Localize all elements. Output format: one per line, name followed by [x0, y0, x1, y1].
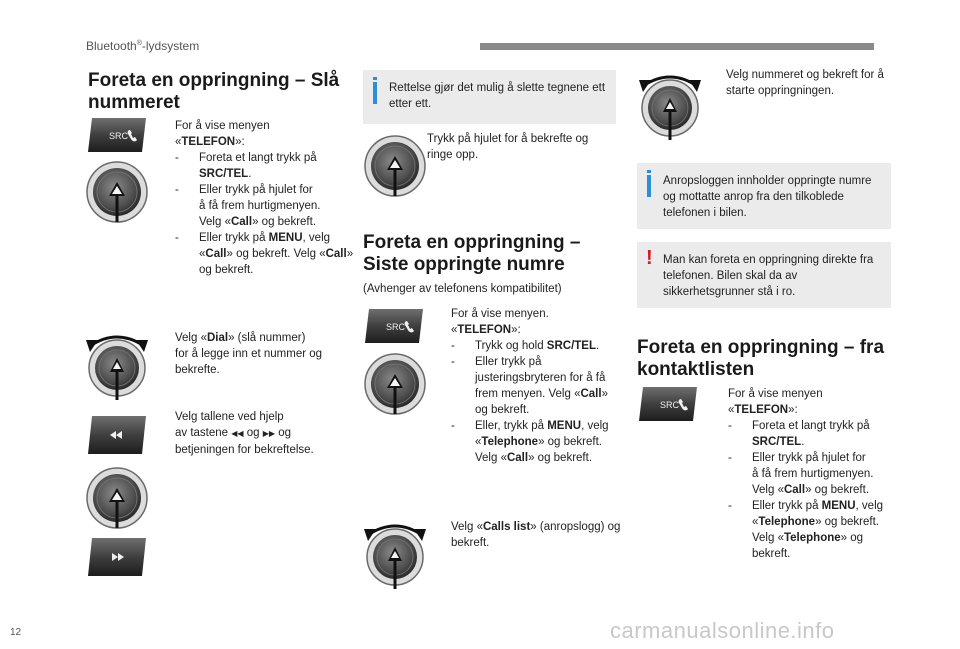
list-item: - Eller trykk på MENU, velg «Call» og bekreft. Velg «Call» og bekreft. [175, 230, 355, 278]
src-tel-button-icon [86, 116, 148, 154]
thumbwheel-rotate-icon [84, 326, 150, 402]
page-number: 12 [10, 627, 22, 638]
src-tel-button-icon [363, 307, 425, 345]
thumbwheel-press-icon [363, 134, 427, 198]
col2-instructions: For å vise menyen. «TELEFON»: - Trykk og hold SRC/TEL. - Eller trykk på justeringsbryteren for å få frem menyen. Velg «Call» og bekreft. - Eller, trykk på MENU, velg «Telephone» og bekreft. Velg «Call» og bekreft. [451, 306, 621, 466]
fast-forward-button-icon [86, 536, 148, 578]
info-icon [373, 82, 377, 104]
heading-dial-number: Foreta en oppringning – Slå nummeret [88, 70, 340, 113]
header-title: Bluetooth®-lydsystem [86, 39, 200, 53]
thumbwheel-press-icon [85, 160, 149, 224]
compatibility-note: (Avhenger av telefonens kompatibilitet) [363, 283, 562, 295]
thumbwheel-press-icon [363, 352, 427, 416]
watermark: carmanualsonline.info [610, 618, 835, 643]
thumbwheel-rotate-icon [637, 66, 703, 142]
header-bar [480, 43, 874, 50]
calls-list-instruction: Velg «Calls list» (anropslogg) og bekreft. [451, 521, 621, 549]
thumbwheel-rotate-icon [362, 515, 428, 591]
dial-instruction: Velg «Dial» (slå nummer) for å legge inn et nummer og bekrefte. [175, 332, 323, 376]
src-tel-button-icon [637, 385, 699, 423]
heading-contacts: Foreta en oppringning – fra kontaktlisten [637, 337, 885, 380]
col3-instructions: For å vise menyen «TELEFON»: - Foreta et langt trykk på SRC/TEL. - Eller trykk på hjulet for å få frem hurtigmenyen. Velg «Call» og bekreft. - Eller trykk på MENU, velg «Telephone» og bekreft. Velg «Telephone» og bekreft. [728, 386, 893, 562]
list-item: - Eller trykk på justeringsbryteren for å få frem menyen. Velg «Call» og bekreft. [451, 354, 621, 418]
info-box-correction: Rettelse gjør det mulig å slette tegnene ett etter ett. [363, 70, 616, 124]
warning-box-safety: ! Man kan foreta en oppringning direkte fra telefonen. Bilen skal da av sikkerhetsgrunner stå i ro. [637, 242, 891, 308]
info-icon [647, 175, 651, 197]
warning-icon: ! [646, 247, 653, 269]
list-item: - Eller trykk på hjulet for å få frem hurtigmenyen. Velg «Call» og bekreft. [175, 182, 355, 230]
list-item: - Eller, trykk på MENU, velg «Telephone» og bekreft. Velg «Call» og bekreft. [451, 418, 621, 466]
col1-instructions: For å vise menyen «TELEFON»: - Foreta et langt trykk på SRC/TEL. - Eller trykk på hjulet for å få frem hurtigmenyen. Velg «Call» og bekreft. - Eller trykk på MENU, velg «Call» og bekreft. Velg «Call» og bekreft. [175, 118, 355, 278]
list-item: - Eller trykk på MENU, velg «Telephone» og bekreft. Velg «Telephone» og bekreft. [728, 498, 893, 562]
confirm-instruction: Trykk på hjulet for å bekrefte og ringe opp. [427, 133, 589, 161]
list-item: - Foreta et langt trykk på SRC/TEL. [728, 418, 893, 450]
thumbwheel-press-icon [85, 466, 149, 530]
keys-instruction: Velg tallene ved hjelp av tastene ◀◀ og ▶▶ og betjeningen for bekreftelse. [175, 411, 314, 456]
list-item: - Trykk og hold SRC/TEL. [451, 338, 621, 354]
select-number-instruction: Velg nummeret og bekreft for å starte oppringningen. [726, 69, 884, 97]
list-item: - Eller trykk på hjulet for å få frem hurtigmenyen. Velg «Call» og bekreft. [728, 450, 893, 498]
rewind-button-icon [86, 414, 148, 456]
info-box-call-log: Anropsloggen innholder oppringte numre og mottatte anrop fra den tilkoblede telefonen i bilen. [637, 163, 891, 229]
list-item: - Foreta et langt trykk på SRC/TEL. [175, 150, 355, 182]
heading-recent-calls: Foreta en oppringning – Siste oppringte numre [363, 232, 581, 275]
